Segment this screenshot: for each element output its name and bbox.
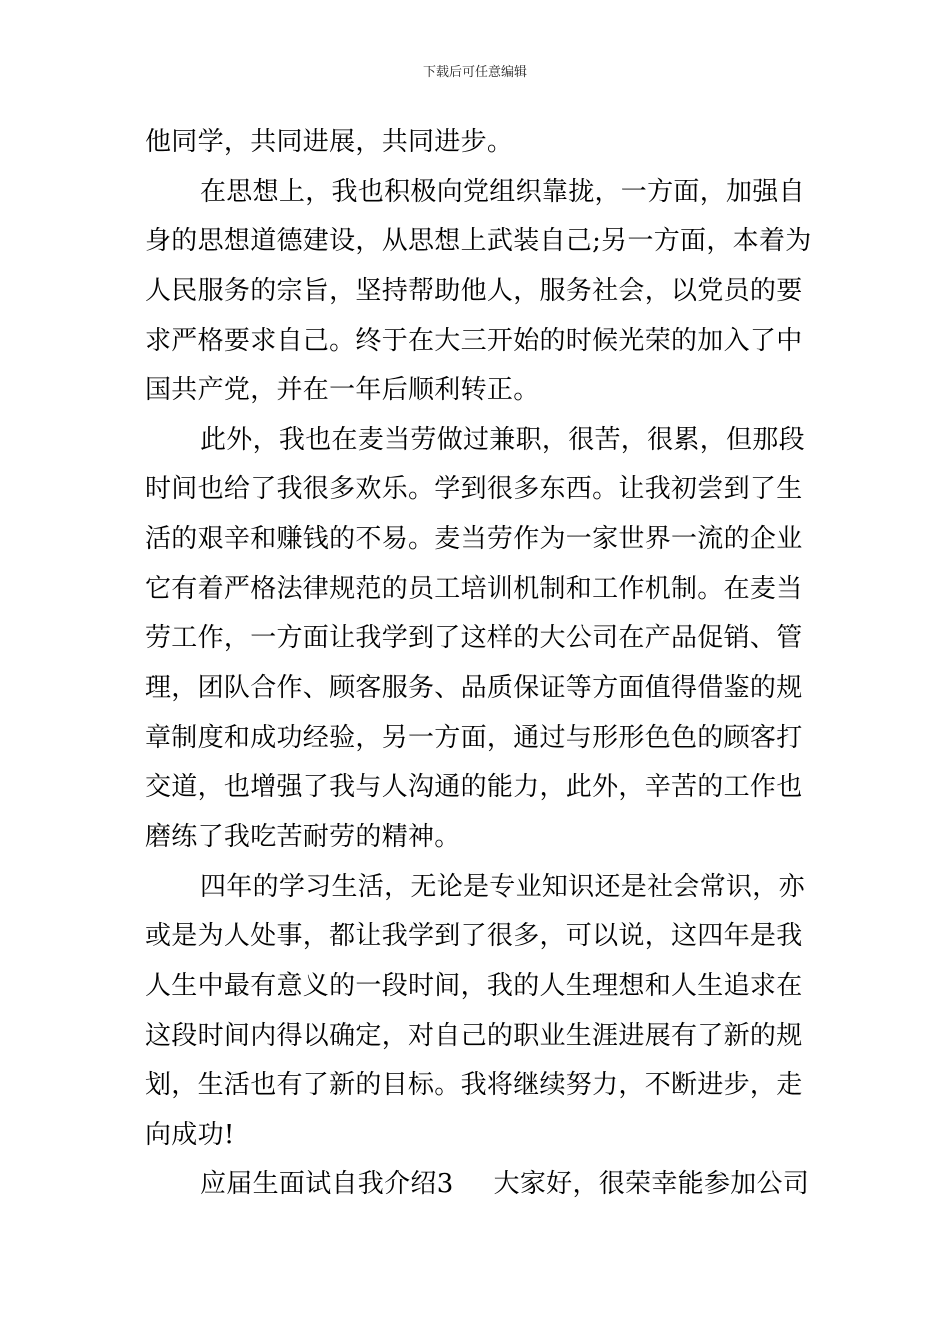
text-line: 这段时间内得以确定，对自己的职业生涯进展有了新的规 [145,1020,803,1051]
text-line: 他同学，共同进展，共同进步。 [145,127,514,157]
section-heading-line [145,1160,810,1210]
page-header: 下载后可任意编辑 [422,65,527,80]
text-line: 劳工作，一方面让我学到了这样的大公司在产品促销、管 [145,623,803,654]
text-line: 活的艰辛和赚钱的不易。麦当劳作为一家世界一流的企业 [145,524,803,555]
section-heading: 应届生面试自我介绍3 [200,1169,454,1200]
section-intro-text: 大家好，很荣幸能参加公司 [493,1169,810,1200]
text-line: 或是为人处事，都让我学到了很多，可以说，这四年是我 [145,921,803,952]
text-line: 人生中最有意义的一段时间，我的人生理想和人生追求在 [145,970,803,1001]
text-line: 向成功! [145,1119,235,1150]
document-body [145,118,810,1210]
text-line: 章制度和成功经验，另一方面，通过与形形色色的顾客打 [145,722,803,753]
paragraph-start-line: 在思想上，我也积极向党组织靠拢，一方面，加强自 [200,176,805,207]
text-line: 磨练了我吃苦耐劳的精神。 [145,821,461,852]
text-line: 划，生活也有了新的目标。我将继续努力，不断进步，走 [145,1070,803,1101]
paragraph-start-line: 四年的学习生活，无论是专业知识还是社会常识，亦 [200,871,805,902]
text-line: 人民服务的宗旨，坚持帮助他人，服务社会，以党员的要 [145,275,803,306]
text-line: 时间也给了我很多欢乐。学到很多东西。让我初尝到了生 [145,474,803,505]
text-line: 求严格要求自己。终于在大三开始的时候光荣的加入了中 [145,325,803,356]
text-line: 理，团队合作、顾客服务、品质保证等方面值得借鉴的规 [145,673,803,704]
text-line: 交道，也增强了我与人沟通的能力，此外，辛苦的工作也 [145,772,803,803]
text-line: 国共产党，并在一年后顺利转正。 [145,375,540,406]
text-line: 身的思想道德建设，从思想上武装自己;另一方面，本着为 [145,226,812,257]
paragraph-start-line: 此外，我也在麦当劳做过兼职，很苦，很累，但那段 [200,424,805,455]
text-line: 它有着严格法律规范的员工培训机制和工作机制。在麦当 [145,573,803,604]
